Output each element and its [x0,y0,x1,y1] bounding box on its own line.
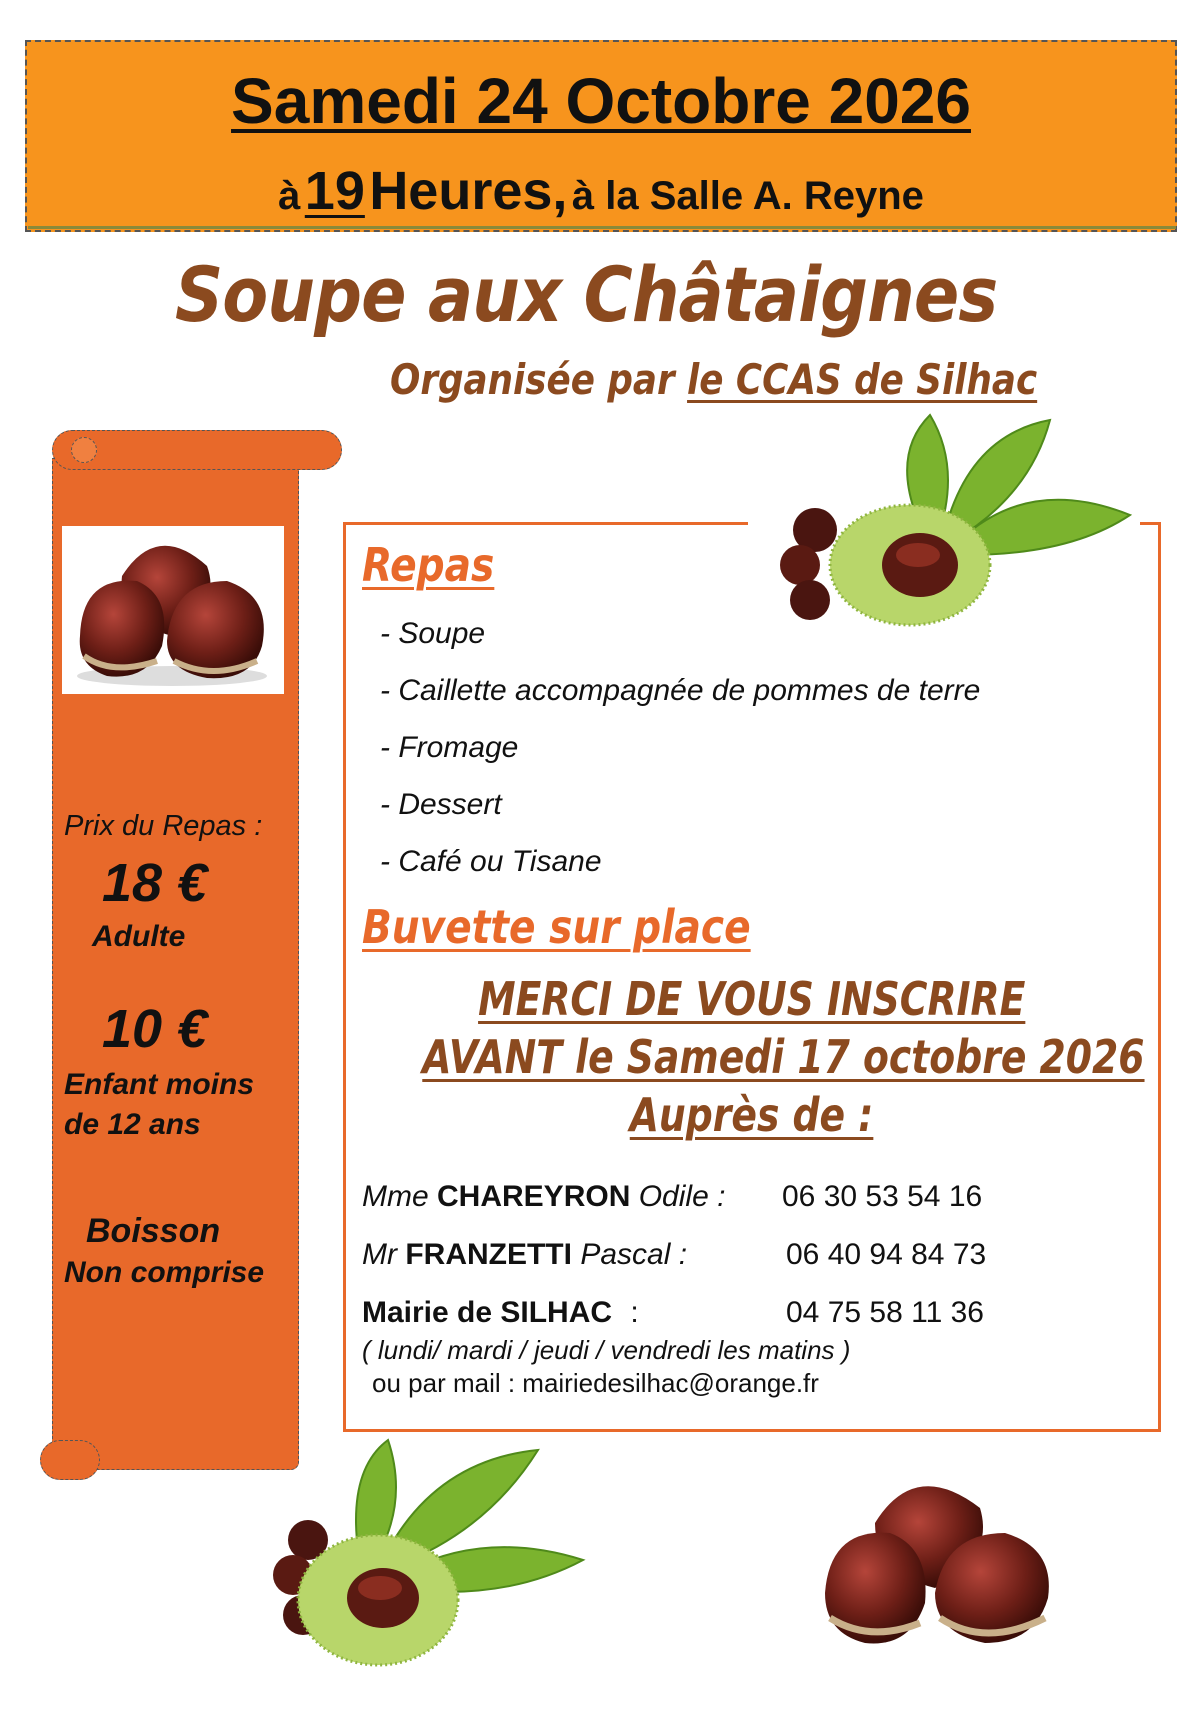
event-date: Samedi 24 Octobre 2026 [231,65,971,137]
chestnut-photo [62,526,284,694]
price-label: Prix du Repas : [64,810,263,842]
contact-phone: 04 75 58 11 36 [786,1296,984,1329]
contact-email: ou par mail : mairiedesilhac@orange.fr [372,1368,819,1398]
drink-note: Non comprise [64,1256,265,1289]
chestnut-burr-icon [770,415,1140,655]
chestnut-burr-icon [268,1440,598,1680]
menu-item: - Fromage [380,731,519,764]
office-hours: ( lundi/ mardi / jeudi / vendredi les matins ) [362,1335,851,1365]
adult-label: Adulte [92,920,186,953]
scroll-top-roll [52,430,342,470]
event-time-venue: à 19 Heures, à la Salle A. Reyne [278,161,924,221]
drink-label: Boisson [86,1212,221,1250]
menu-item: - Dessert [380,788,502,821]
chestnut-icon [62,526,284,694]
contact-row: Mairie de SILHAC : [362,1296,639,1329]
contact-phone: 06 30 53 54 16 [782,1180,983,1213]
menu-item: - Café ou Tisane [380,845,602,878]
menu-item: - Soupe [380,617,486,650]
chestnut-icon [820,1468,1060,1658]
header-banner [25,40,1177,232]
adult-price: 18 € [102,853,208,913]
banner-divider [28,226,1176,229]
child-label: Enfant moins de 12 ans [64,1068,255,1141]
scroll-bottom-roll [40,1440,100,1480]
contact-row: Mme CHAREYRON Odile : [362,1180,726,1213]
menu-heading: Repas [362,538,495,592]
contact-phone: 06 40 94 84 73 [786,1238,987,1271]
registration-line-2: AVANT le Samedi 17 octobre 2026 [422,1030,1145,1084]
registration-line-1: MERCI DE VOUS INSCRIRE [478,972,1026,1026]
contact-row: Mr FRANZETTI Pascal : [362,1238,688,1271]
registration-line-3: Auprès de : [630,1088,874,1142]
buvette-heading: Buvette sur place [362,900,751,954]
child-price: 10 € [102,999,208,1059]
page-title: Soupe aux Châtaignes [175,250,998,339]
organizer-line: Organisée par le CCAS de Silhac [390,355,1038,404]
menu-item: - Caillette accompagnée de pommes de terre [380,674,981,707]
price-scroll [40,430,310,1485]
